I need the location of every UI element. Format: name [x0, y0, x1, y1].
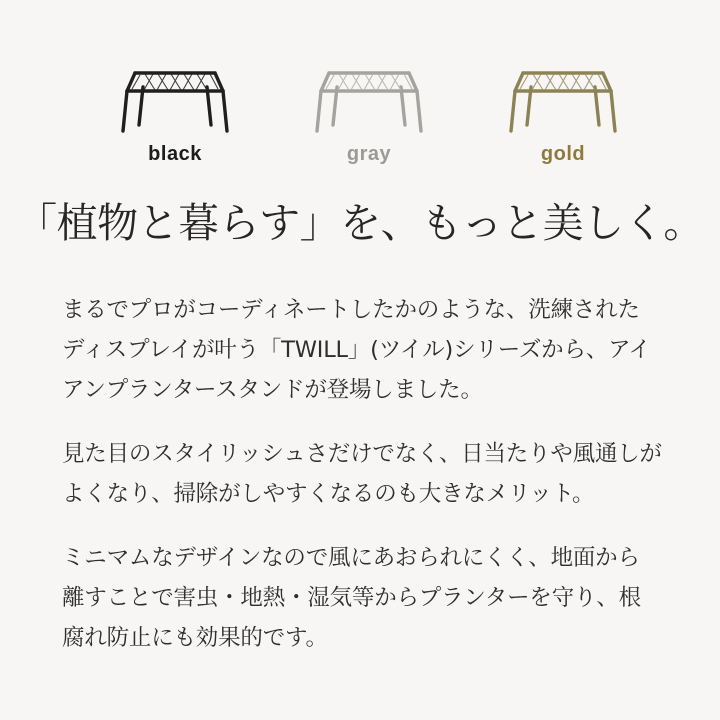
paragraph-1: まるでプロがコーディネートしたかのような、洗練されたディスプレイが叶う「TWILL」(ツイル)シリーズから、アイアンプランタースタンドが登場しました。 [62, 297, 651, 404]
planter-stand-icon [113, 57, 237, 135]
planter-stand-icon [501, 57, 625, 135]
planter-stand-icon [307, 57, 431, 135]
color-variant-gold[interactable] [488, 57, 638, 166]
color-variant-gray[interactable] [294, 57, 444, 166]
color-variant-black[interactable] [100, 57, 250, 166]
color-variant-label: gray [346, 143, 392, 165]
paragraph-2: 見た目のスタイリッシュさだけでなく、日当たりや風通しがよくなり、掃除がしやすくなるのも大きなメリット。 [62, 441, 662, 508]
paragraph-3: ミニマムなデザインなので風にあおられにくく、地面から離すことで害虫・地熱・湿気等からプランターを守り、根腐れ防止にも効果的です。 [62, 545, 641, 652]
color-variant-label: black [148, 143, 202, 165]
page-title: 「植物と暮らす」を、もっと美しく。 [16, 199, 704, 247]
color-variant-row [0, 36, 720, 166]
body-copy [62, 290, 662, 658]
color-variant-label: gold [540, 143, 586, 165]
